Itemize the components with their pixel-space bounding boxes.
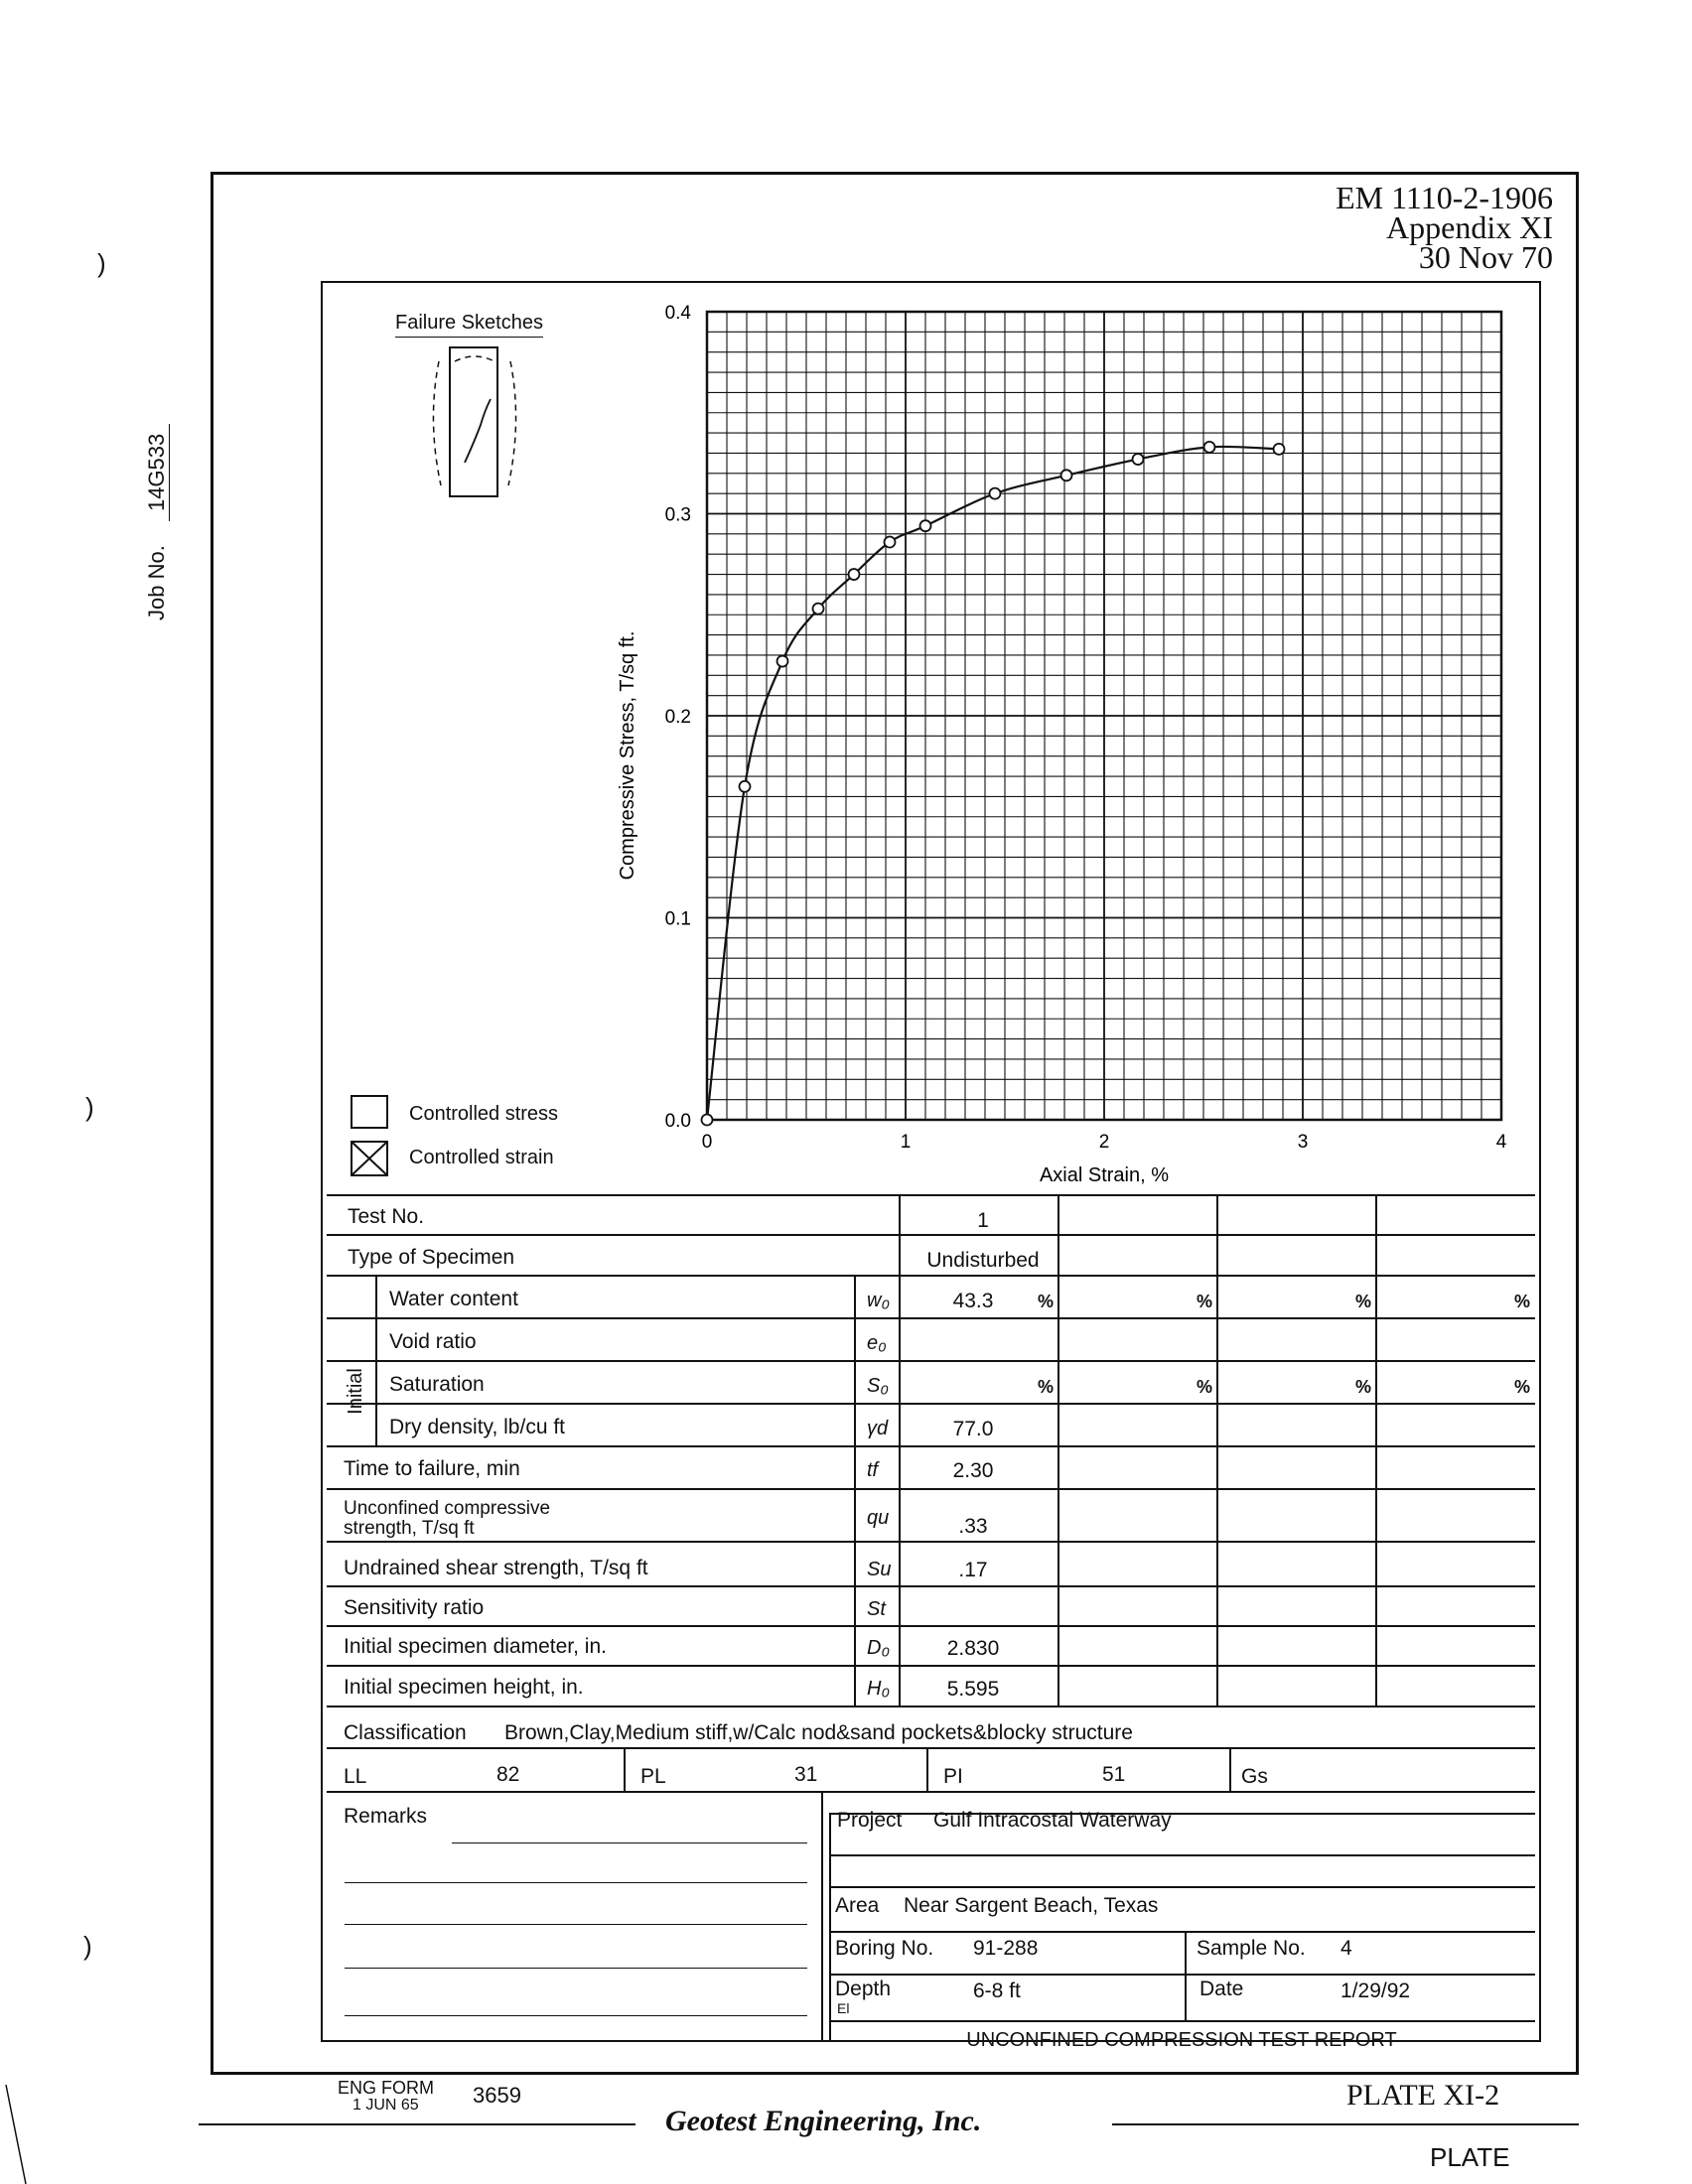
row-symbol: w₀ [867, 1290, 890, 1311]
form-label: ENG FORM [338, 2078, 434, 2098]
data-point [920, 520, 931, 531]
sample-label: Sample No. [1197, 1937, 1306, 1960]
pl-label: PL [640, 1765, 666, 1788]
row-label: Time to failure, min [344, 1457, 520, 1480]
row-value: 2.30 [952, 1459, 994, 1482]
remarks-line [345, 1968, 807, 1969]
test-no-label: Test No. [348, 1205, 425, 1228]
y-tick-label: 0.1 [664, 908, 691, 930]
data-point [702, 1115, 713, 1126]
row-value: .33 [958, 1515, 988, 1538]
table-rule [829, 1813, 831, 2042]
data-point [740, 781, 751, 792]
row-label: Water content [389, 1288, 518, 1310]
data-point [1133, 454, 1144, 465]
remarks-line [345, 1924, 807, 1925]
data-point [813, 604, 824, 614]
row-label: Void ratio [389, 1330, 477, 1353]
percent-sign: % [1038, 1292, 1055, 1311]
table-rule [1375, 1194, 1377, 1706]
x-tick-label: 2 [1098, 1132, 1110, 1153]
y-tick-label: 0.0 [664, 1111, 691, 1132]
el-label: El [837, 2000, 850, 2016]
row-label: Sensitivity ratio [344, 1596, 485, 1619]
row-label-line2: strength, T/sq ft [344, 1518, 475, 1539]
y-tick-label: 0.3 [664, 504, 691, 526]
row-label: Saturation [389, 1373, 485, 1396]
table-rule [624, 1747, 626, 1791]
job-number: 14G533 [144, 424, 170, 521]
area-value: Near Sargent Beach, Texas [904, 1894, 1159, 1917]
plate-bottom: PLATE [1430, 2142, 1510, 2172]
row-symbol: St [867, 1598, 886, 1620]
appendix: Appendix XI [1386, 209, 1553, 245]
table-rule [821, 1791, 823, 2042]
pl-value: 31 [794, 1763, 818, 1786]
remarks-line [345, 1882, 807, 1883]
y-axis-label: Compressive Stress, T/sq ft. [617, 630, 638, 881]
margin-mark: ) [83, 1931, 92, 1961]
table-rule [327, 1488, 1535, 1490]
row-value: 2.830 [946, 1637, 1000, 1660]
table-rule [829, 1854, 1535, 1856]
table-rule [327, 1706, 1535, 1707]
table-rule [327, 1317, 1535, 1319]
data-point [990, 488, 1001, 499]
form-date: 1 JUN 65 [352, 2097, 419, 2114]
row-symbol: tf [867, 1459, 879, 1481]
area-label: Area [835, 1894, 880, 1917]
y-tick-label: 0.4 [664, 303, 691, 324]
x-axis-label: Axial Strain, % [1039, 1164, 1170, 1186]
data-point [885, 536, 896, 547]
y-tick-label: 0.2 [664, 707, 691, 728]
edge-line [0, 2085, 40, 2184]
row-value: 77.0 [952, 1418, 994, 1440]
percent-sign: % [1197, 1377, 1213, 1397]
table-rule [375, 1275, 377, 1445]
row-label: Initial specimen diameter, in. [344, 1635, 607, 1658]
footer-rule-right [1112, 2123, 1579, 2125]
project-value: Gulf Intracostal Waterway [933, 1809, 1172, 1832]
table-rule [829, 1886, 1535, 1888]
data-point [1274, 444, 1285, 455]
row-symbol: γd [867, 1418, 889, 1439]
table-rule [926, 1747, 928, 1791]
data-point [849, 569, 860, 580]
project-label: Project [837, 1809, 903, 1832]
em-number: EM 1110-2-1906 [1336, 180, 1553, 215]
plate-label: PLATE XI-2 [1346, 2079, 1500, 2112]
row-label: Initial specimen height, in. [344, 1676, 584, 1699]
x-tick-label: 1 [900, 1132, 912, 1153]
header-date: 30 Nov 70 [1418, 239, 1553, 275]
table-rule [1216, 1194, 1218, 1706]
row-value: 43.3 [952, 1290, 994, 1312]
data-point [1061, 470, 1072, 480]
x-tick-label: 3 [1297, 1132, 1309, 1153]
table-rule [327, 1747, 1535, 1749]
row-symbol: Su [867, 1559, 892, 1580]
table-rule [327, 1541, 1535, 1543]
boring-label: Boring No. [835, 1937, 934, 1960]
table-rule [327, 1275, 1535, 1277]
table-rule [327, 1488, 364, 1490]
table-rule [327, 1791, 1535, 1793]
row-value: .17 [958, 1559, 988, 1581]
controlled-strain-label: Controlled strain [409, 1147, 554, 1168]
row-symbol: S₀ [867, 1375, 889, 1397]
table-rule [899, 1194, 901, 1706]
form-number: 3659 [473, 2083, 521, 2108]
test-no-value: 1 [977, 1209, 989, 1232]
gs-label: Gs [1241, 1765, 1268, 1788]
table-rule [327, 1234, 1535, 1236]
percent-sign: % [1514, 1292, 1531, 1311]
initial-label: Initial [344, 1368, 366, 1415]
depth-value: 6-8 ft [973, 1979, 1021, 2002]
table-rule [829, 1931, 1535, 1933]
classification-value: Brown,Clay,Medium stiff,w/Calc nod&sand pockets&blocky structure [504, 1721, 1133, 1744]
row-symbol: e₀ [867, 1332, 887, 1354]
controlled-strain-checkbox[interactable] [351, 1141, 388, 1176]
report-title: UNCONFINED COMPRESSION TEST REPORT [966, 2029, 1397, 2051]
footer-rule-left [199, 2123, 635, 2125]
table-rule [327, 1625, 1535, 1627]
company-name: Geotest Engineering, Inc. [665, 2105, 982, 2137]
data-point [777, 656, 788, 667]
table-rule [1185, 1931, 1187, 2020]
row-symbol: D₀ [867, 1637, 890, 1659]
date-label: Date [1199, 1978, 1244, 2000]
percent-sign: % [1197, 1292, 1213, 1311]
row-label: Dry density, lb/cu ft [389, 1416, 566, 1438]
row-label: Unconfined compressive [344, 1498, 551, 1519]
x-tick-label: 4 [1495, 1132, 1507, 1153]
remarks-line [345, 2015, 807, 2016]
margin-mark: ) [97, 248, 106, 278]
margin-mark: ) [85, 1092, 94, 1122]
stress-strain-chart [596, 288, 1549, 1201]
ll-value: 82 [496, 1763, 520, 1786]
controlled-stress-label: Controlled stress [409, 1103, 559, 1125]
job-label: Job No. [144, 545, 169, 620]
failure-sketch-icon [425, 341, 524, 500]
table-rule [327, 1665, 1535, 1667]
row-label: Undrained shear strength, T/sq ft [344, 1557, 648, 1579]
row-symbol: qu [867, 1507, 890, 1529]
percent-sign: % [1038, 1377, 1055, 1397]
table-rule [327, 1403, 1535, 1405]
failure-sketches-title: Failure Sketches [395, 312, 543, 338]
data-point [1204, 442, 1215, 453]
date-value: 1/29/92 [1340, 1979, 1411, 2002]
type-value: Undisturbed [926, 1249, 1040, 1272]
table-rule [327, 1360, 1535, 1362]
table-rule [829, 2020, 1535, 2022]
remarks-label: Remarks [344, 1805, 428, 1828]
job-number-side [144, 283, 174, 620]
ll-label: LL [344, 1765, 367, 1788]
table-rule [829, 1974, 1535, 1976]
table-rule [854, 1275, 856, 1706]
table-rule [327, 1445, 1535, 1447]
percent-sign: % [1355, 1377, 1372, 1397]
pi-value: 51 [1102, 1763, 1126, 1786]
table-rule [327, 1585, 1535, 1587]
sample-value: 4 [1340, 1937, 1352, 1960]
pi-label: PI [943, 1765, 963, 1788]
table-rule [1229, 1747, 1231, 1791]
percent-sign: % [1355, 1292, 1372, 1311]
controlled-stress-checkbox[interactable] [351, 1095, 388, 1129]
classification-label: Classification [344, 1721, 467, 1744]
x-tick-label: 0 [701, 1132, 713, 1153]
table-rule [327, 1194, 1535, 1196]
boring-value: 91-288 [973, 1937, 1039, 1960]
row-symbol: H₀ [867, 1678, 890, 1700]
percent-sign: % [1514, 1377, 1531, 1397]
depth-label: Depth [835, 1978, 892, 2000]
type-label: Type of Specimen [348, 1246, 515, 1269]
row-value: 5.595 [946, 1678, 1000, 1701]
